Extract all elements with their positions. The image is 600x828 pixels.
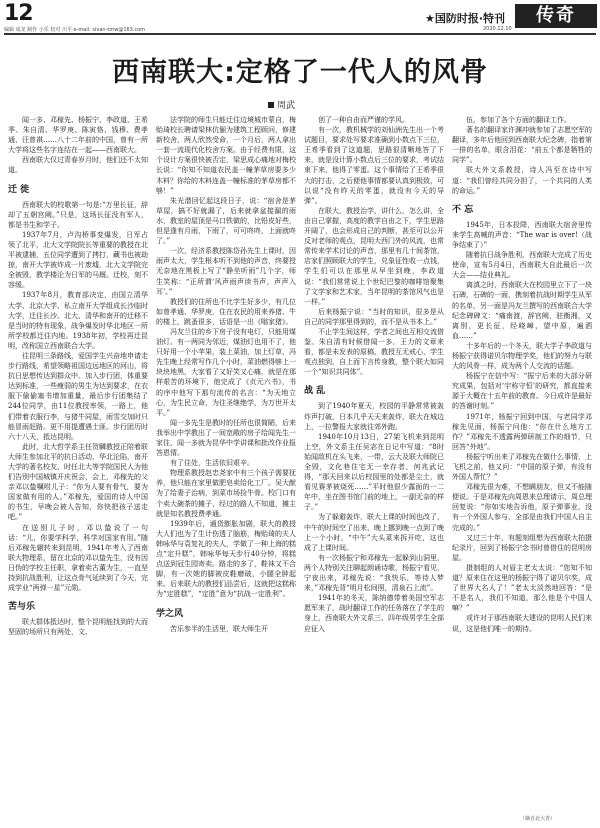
paragraph: 有一次杨振宁和邓稼先一起躲到山洞里，两个人特别关注聊起朗诵诗歌，杨振宁看见，宁夜出来，邓稼先说：“我快乐，等待人梦来，”邓稼先背“明月松间照，清泉石上流”。	[304, 553, 444, 593]
paragraph: 物理系教授赵忠尧家中有三个孩子需要抚养，他只能在家里做肥皂卖给化工厂。吴大猷为了给妻子治病，到菜市场捡牛骨。校门口有个卖大碗茶的摊子，经过的路人不知道，摊主就是知名教授费孝通。	[156, 469, 296, 518]
paragraph: 1945年，日本投降，西南联大宿舍里传来学生高喊的声音：“The war is over!（战争结束了）”	[452, 220, 592, 249]
article-column-2	[156, 115, 296, 815]
paragraph: 或许对于那西南联大建设的昆明人民们来说，这是他们唯一的期待。	[452, 614, 592, 633]
byline	[268, 98, 295, 111]
paragraph: 1939年后，通货膨胀加剧，联大的教授大人们也为了生计伤透了脑筋，梅贻琦的夫人韩咏华与袁复礼的夫人，学做了一种上海的糕点“定升糕”，韩咏华每天步行40分钟，将糕点送到冠生园寄卖。路走的多了，鞋袜又不合脚，有一次她的脚被皮鞋磨破，小腿全肿起来。后来联大的教授们品尝后，这就把这糕称为“定胜糕”，“定胜”意为“抗战一定胜利”。	[156, 519, 296, 599]
article-column-3	[304, 115, 444, 815]
section-heading: 学之风	[156, 608, 184, 619]
byline-square-icon	[268, 102, 274, 108]
paragraph: 十多年后的一个冬天，联大学子李政道与杨振宁获得诺贝尔物理学奖，他们的努力与联大的风骨一样，成为两个人交流的话题。	[452, 341, 592, 371]
paragraph: 1937年8月，教育部决定，由国立清华大学、北京大学、私立南开大学组成长沙临时大学，迁往长沙。北大、清华和南开的迁移不是当时的特有现象，战争爆发时华北地区一所所学校都迁往内地。1938年初，学校再迁昆明，改称国立西南联合大学。	[8, 291, 148, 350]
paragraph: 伍，参加了各个方面的翻译工作。	[466, 116, 571, 124]
paragraph: 在送别儿子时，邓以蛰说了一句话：“儿，你要学科学，科学对国家有用。”随后邓稼先辗转来到昆明，1941年考入了西南联大物理系，留在北京的邓以蛰先生，没有因日伪的学校主任职，拿着卖古董为生，一直坚持到抗战胜利，让这点骨气延续到了今天，完成学业“两弹一星”元勋。	[8, 523, 148, 593]
section-heading: 战 乱	[304, 386, 326, 397]
article-column-4	[452, 115, 592, 815]
paragraph: 往昆明三条路线，爱国学生兴奋地申请走步行路线，希望领略祖国边远地区的河山，将抗日思想传达到群众中。加入步行团，体重要达到标准，一些瘦弱的男生为达到要求，在衣服下偷偷塞书增加重量，最后步行团集结了244位同学，由11位教授率领，一路上，他们带着衣服行李，与猪牛同屋，雨雪交加时只能冒雨赶路。更不用提遭遇土匪。步行团历时六十八天，抵达昆明。	[8, 351, 148, 441]
paragraph: 法学院的师生只能迁往边境城市蒙自，梅贻琦校长聘请梁林伉俪为建筑工程顾问，修建新校舍，两人欣然受命，一个月后，两人拿出一套一流现代化校舍方案。由于经费有限，这个设计方案很快被否定，梁思成心痛地对梅校长说：“你知不知道农民盖一幢茅草房要多少木料？你给的木料连盖一幢标准的茅草房都不够！”	[156, 116, 296, 195]
paragraph: 冯友兰住的乡下房子没有电灯，只能用煤油灯。有一两同为邻近，煤油灯也用不了，他只好用一个小苹果，装上菜油，加上灯草，冯先生晚上经常写作几个小时，菜油燃得够上一块块地黑，大家看了又好笑又心痛，就是在那样艰苦的环境下，他完成了《贞元六书》，书的序中他写下那句流传的名言：“为天地立心，为生民立命，为往圣继绝学，为万世开太平。”	[156, 327, 296, 417]
section-badge: 传奇	[515, 4, 597, 28]
source-note: （摘自北大青）	[520, 816, 556, 822]
article-column-1	[8, 115, 148, 815]
paragraph: 1971年，杨振宁回到中国，与老同学邓稼先见面，杨振宁问他：“你在什么地方工作？”邓稼先不透露两弹研制工作的细节，只回答“外地”。	[452, 412, 592, 451]
paragraph: 著名的翻译家许渊冲就参加了志愿空军的翻译，多年后他回到西南联大纪念碑，指着第一排的名单，眼含泪花：“前五个都是牺牲的同学”。	[452, 126, 592, 165]
paragraph: 朱光潜回忆起这段日子，说：“宿舍是茅草屋，搞不好就漏了，后来就拿盆接漏的雨水，教室的屋顶是马口铁做的，比铅皮好些，但是逢有月雨，下雨了，可可咚咚，上面就咚了。”	[156, 196, 296, 246]
staff-line: 编辑 成龙 制作 小乐 校对 川平 e-mail: sivan-tmw@163.com	[4, 27, 146, 33]
paragraph: 不止学生间这样，学者之间也互相交流借鉴。朱自清有时候借闻一多，王力的文章来看，都是未发表的原稿，教授互无戒心，学生观点独到，自上而下言传身教，整个联大如同一个“知识共同体”。	[304, 327, 444, 377]
paragraph: 后来杨振宁说：“当时的知识，很多是从自己的同学那里得到的，而不是从书本上。”	[304, 307, 444, 326]
paragraph: 到了1940年夏天，校园的平静常常被轰炸声打破，日本几乎天天来轰炸，联大在城边上，一拉警报大家就往郊外跑。	[304, 402, 444, 431]
section-heading: 不 忘	[452, 204, 474, 215]
issue-date: 2020.12.10	[483, 26, 512, 32]
header-rule	[4, 33, 596, 35]
paragraph: 有一次，教机械学的刘仙洲先生出一个考试题目，要求处写要求准确到小数点下三位，王希季看到了这道题，思路很清晰地答了下来，就是没计算小数点后三位的要求，考试结束下来，他得了零蛋。这个事情给了王希季很大的打击，之后便他事情都要认真到极致，可以说“没有昨天的零蛋，就没有今天的导弹”。	[304, 126, 444, 205]
paragraph: 1941年的冬天，陈纳德带着美国空军志愿军来了，战时翻译工作的任务落在了学生的身上，西南联大外文系三、四年级男学生全部应征入	[304, 594, 444, 633]
paragraph: 苦乐参半的生活里，联大师生开	[170, 624, 268, 633]
author: 周武	[277, 101, 296, 111]
page-number: 12	[4, 1, 33, 26]
section-heading: 迁 徙	[8, 184, 30, 195]
paragraph: 又过三十年，有题刻组想为西南联大拍摄纪录片，回到了杨振宁念书时曾借住的昆明房屋。	[452, 533, 592, 562]
paragraph: 为了躲避轰炸，联大上课的时间也改了，中午的时间空了出来，晚上挪到晚一点到了晚上一个小时，“中午”大头菜来拆开吃，这也成了上课时间。	[304, 513, 444, 552]
paragraph: 西南联大仅过青春岁月时，他们还不太知道。	[8, 156, 148, 175]
paragraph: 联大外文系教授，诗人冯至在诗中写道：“我们曾经共同分担了，一个共同的人类的命运。”	[452, 166, 592, 195]
paragraph: 随着抗日战争胜利，西南联大完成了历史使命，宣布5月4日，西南联大自此最后一次大会——结业典礼。	[452, 251, 592, 280]
paragraph: 1937年7月，卢沟桥事变爆发，日军占领了北平，北大文学院院长等重要的教授在北平被逮捕，五位同学遭到了拷打，藏书也被劫掠，南开大学被炸成一片废墟，北大文学院完全被毁，教学楼沦为日军的马厩。迁校，刻不容缓。	[8, 230, 148, 290]
paragraph: 一次，经济系教授陈岱孙先生上课时，因雨声太大，学生根本听不到他的声音，终要授无奈地在黑板上写了“静坐听雨”几个字，师生笑称：“正所谓‘风声雨声读书声，声声入耳’。”	[156, 247, 296, 296]
section-heading: 苦与乐	[8, 602, 36, 613]
newspaper-name: ★国防时报·特刊	[425, 12, 506, 25]
paragraph: 离滇之时，西南联大在校园里立下了一块石碑，石碑的一面，携刻着抗战时期学生从军的名单，另一面是冯友兰撰写的西南联合大学纪念碑碑文：“痛南渡，辞宫阙，驻衡湘，又离别，更长征，经峣嶂，望中原，遍洒血……”	[452, 281, 592, 340]
article-title: 西南联大:定格了一代人的风骨	[112, 57, 488, 88]
paragraph: 教授们的住所也不比学生好多少，有几位如曾孝通、华罗庚，住在农民的用来养猪、牛的楼上，跳蚤很多，话语是一出《嗡家猪》。	[156, 297, 296, 326]
paragraph: 杨振宁听出来了邓稼先在做什么事情，上飞机之前，他又问：“中国的原子弹，有没有外国人帮忙？”	[452, 452, 592, 482]
paragraph: 闻一多、邓稼先、杨振宁、李政道、王希季、朱自清、华罗庚、陈寅恪、钱穆、费孝通、汪曾祺……八十二年前的中国，曾有一所大学将这些名字连结在一起——西南联大。	[8, 116, 148, 155]
paragraph: 摄制组的人对眉主老太太说：“您知不知道？原来住在这里的杨振宁得了诺贝尔奖，成了世界大名人了！”老太太淡然地回答：“是不是名人，我们不知道，那么他是个中国人嘛？”	[452, 563, 592, 613]
paragraph: 有了住处，生活依旧艰辛。	[170, 459, 254, 468]
paragraph: 创了一种自由而严谨的学风。	[318, 116, 409, 124]
paragraph: 西南联大的校歌第一句是:“万里长征，辞却了五朝宫阙。”只是，这场长征没有军人，都是书生和学子。	[8, 200, 148, 229]
paragraph: 此时，北大哲学系主任贺麟教授正陪着联大师生参加北平的抗日活动，华北沦陷，南开大学的著名校友、时任北大等学院国民人为他们告别中国城镇开庆祝会，会上，邓稼先的父亲邓以蛰嘱咐儿子：“你为人要有骨气，要为国家做有用的人。”邓稼先，爱国的诗人中国的书生，早晚会被人告知，你快把孩子送走吧。”	[8, 442, 148, 522]
paragraph: 1940年10月13日，27架飞机来到昆明上空，外文系主任吴宓在日记中写道：“8时始闻敌机在头飞来，一带，云大及联大师院已全毁，文化巷住宅无一幸存者，何兆武记得，“那天回来以后校园里的处都是尘土，就看见赛茅被烧死……”平时他很少露面的一二年中，坐在图书馆门前的地上，一副无奈的样子。”	[304, 432, 444, 512]
paragraph: 杨振宁在信中写：“振宁后来的大部分研究成果，包括对‘宇称守恒’的研究，都直接来源于大概在十五年前的教育。今日成许是最好的答谢时刻。”	[452, 372, 592, 411]
paragraph: 闻一多先生是教时的任所也很简陋，后来我举出中学教出了一间宽敞的房子给闻先生一家住，闻一多就为昆华中学讲课和批改作业报答恩情。	[156, 418, 296, 458]
page-header	[0, 0, 600, 34]
paragraph: 联大群体抵达时，整个昆明能找到的大而坚固的场所只有两处，文、	[8, 618, 148, 637]
paragraph: 邓稼先很为难，不想瞒朋友，但又不能随便说。于是邓稼先向周恩来总理请示，周总理回复说：“你如实地告诉他，原子弹事业，没有一个外国人参与，全部是由我们中国人自主完成的。”	[452, 483, 592, 532]
paragraph: 在联大，教授治学，讲什么，怎么讲，全由自己掌握，高度的教学自由之下，学生思路开阔了，也会形成自己的判断，甚至可以公开反对老师的观点，昆明大西门外的风流，也常常传来学术讨论的声音，那里有几十间茶馆，店家们照顾联大的学生，兑象征性收一点钱，学生们可以在那里从早坐到晚，李政道说：“我们常常说上个世纪巴黎的咖啡馆聚集了文学家和艺术家，当年昆明的茶馆风气也是一样。”	[304, 206, 444, 306]
